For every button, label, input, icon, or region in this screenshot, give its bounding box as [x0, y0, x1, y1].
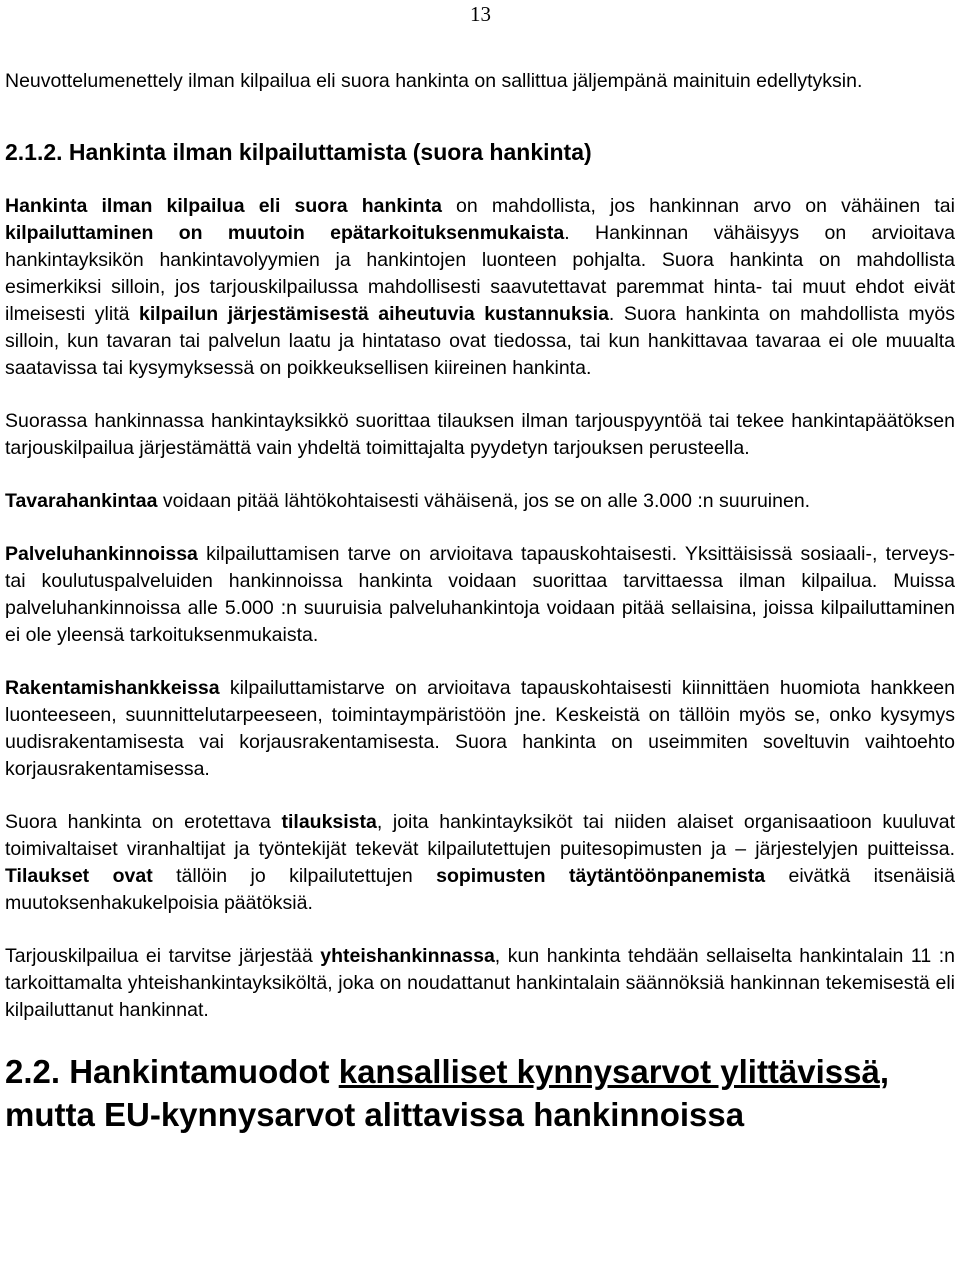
intro-paragraph: Neuvottelumenettely ilman kilpailua eli suora hankinta on sallittua jäljempänä mainituin edellytyksin.	[5, 70, 863, 92]
text: . Hankinnan vähäisyys on arvioitava hankintayksikön hankintavolyymien ja hankintojen luonteen pohjalta. Suora hankinta on mahdollista esimerkiksi silloin, jos tarjouskilpailussa mahdollisesti saavutettavat paremmat hinta- tai muut ehdot eivät ilmeisesti ylitä	[5, 222, 955, 325]
heading-text: 2.2. Hankintamuodot	[5, 1053, 339, 1090]
heading-underlined-text: kansalliset kynnysarvot ylittävissä	[338, 1053, 880, 1090]
document-body	[5, 68, 955, 1136]
bold-text: sopimusten täytäntöönpanemista	[436, 865, 766, 887]
heading-text: , mutta EU-kynnysarvot alittavissa hankinnoissa	[5, 1053, 890, 1133]
paragraph-goods	[5, 488, 955, 515]
text: , joita hankintayksiköt tai niiden alaiset organisaatioon kuuluvat toimivaltaiset viranhaltijat ja työntekijät tekevät kilpailutettujen puitesopimusten ja – järjestelyjen puitteissa.	[5, 811, 955, 860]
bold-text: Hankinta ilman kilpailua eli suora hankinta	[5, 195, 442, 217]
bold-text: yhteishankinnassa	[320, 945, 495, 967]
bold-text: tilauksista	[281, 811, 377, 833]
main-heading	[5, 1050, 955, 1136]
text: kilpailuttamistarve on arvioitava tapauskohtaisesti kiinnittäen huomiota hankkeen luonteeseen, suunnittelutarpeeseen, toimintaympäristöön jne. Keskeistä on tällöin myös se, onko kysymys uudisrakentamisesta vai korjausrakentamisesta. Suora hankinta on useimmiten soveltuvin vaihtoehto korjausrakentamisessa.	[5, 677, 955, 780]
paragraph-joint-procurement	[5, 943, 955, 1024]
text: voidaan pitää lähtökohtaisesti vähäisenä, jos se on alle 3.000 :n suuruinen.	[157, 490, 811, 512]
text: . Suora hankinta on mahdollista myös silloin, kun tavaran tai palvelun laatu ja hintataso ovat tiedossa, tai kun hankittavaa tavaraa ei ole muualta saatavissa tai kysymyksessä on poikkeuksellisen kiireinen hankinta.	[5, 303, 955, 379]
text: eivätkä itsenäisiä muutoksenhakukelpoisia päätöksiä.	[5, 865, 955, 914]
text: Tarjouskilpailua ei tarvitse järjestää	[5, 945, 321, 967]
bold-text: Palveluhankinnoissa	[5, 543, 198, 565]
text: on mahdollista, jos hankinnan arvo on vähäinen tai	[441, 195, 955, 217]
bold-text: Tilaukset ovat	[5, 865, 153, 887]
text: tällöin jo kilpailutettujen	[152, 865, 437, 887]
bold-text: Tavarahankintaa	[5, 490, 158, 512]
paragraph-ordering: Suorassa hankinnassa hankintayksikkö suorittaa tilauksen ilman tarjouspyyntöä tai tekee hankintapäätöksen tarjouskilpailua järjestämättä vain yhdeltä toimittajalta pyydetyn tarjouksen perusteella.	[5, 410, 955, 459]
text: Suora hankinta on erotettava	[5, 811, 282, 833]
text: kilpailuttamisen tarve on arvioitava tapauskohtaisesti. Yksittäisissä sosiaali-, terveys- tai koulutuspalveluiden hankinnoissa hankinta voidaan suorittaa tarvittaessa ilman kilpailua. Muissa palveluhankinnoissa alle 5.000 :n suuruisia palveluhankintoja voidaan pitää sellaisina, joissa kilpailuttaminen ei ole yleensä tarkoituksenmukaista.	[5, 543, 955, 646]
text: , kun hankinta tehdään sellaiselta hankintalain 11 :n tarkoittamalta yhteishankintayksiköltä, joka on noudattanut hankintalain säännöksiä hankinnan tekemisestä eli kilpailuttanut hankinnat.	[5, 945, 955, 1021]
bold-text: Rakentamishankkeissa	[5, 677, 220, 699]
paragraph-construction	[5, 675, 955, 783]
bold-text: kilpailuttaminen on muutoin epätarkoituksenmukaista	[5, 222, 565, 244]
paragraph-services	[5, 541, 955, 649]
paragraph-orders	[5, 809, 955, 917]
paragraph-direct-procurement	[5, 193, 955, 382]
page-number: 13	[470, 2, 491, 26]
section-heading: 2.1.2. Hankinta ilman kilpailuttamista (suora hankinta)	[5, 139, 592, 165]
bold-text: kilpailun järjestämisestä aiheutuvia kustannuksia	[139, 303, 609, 325]
